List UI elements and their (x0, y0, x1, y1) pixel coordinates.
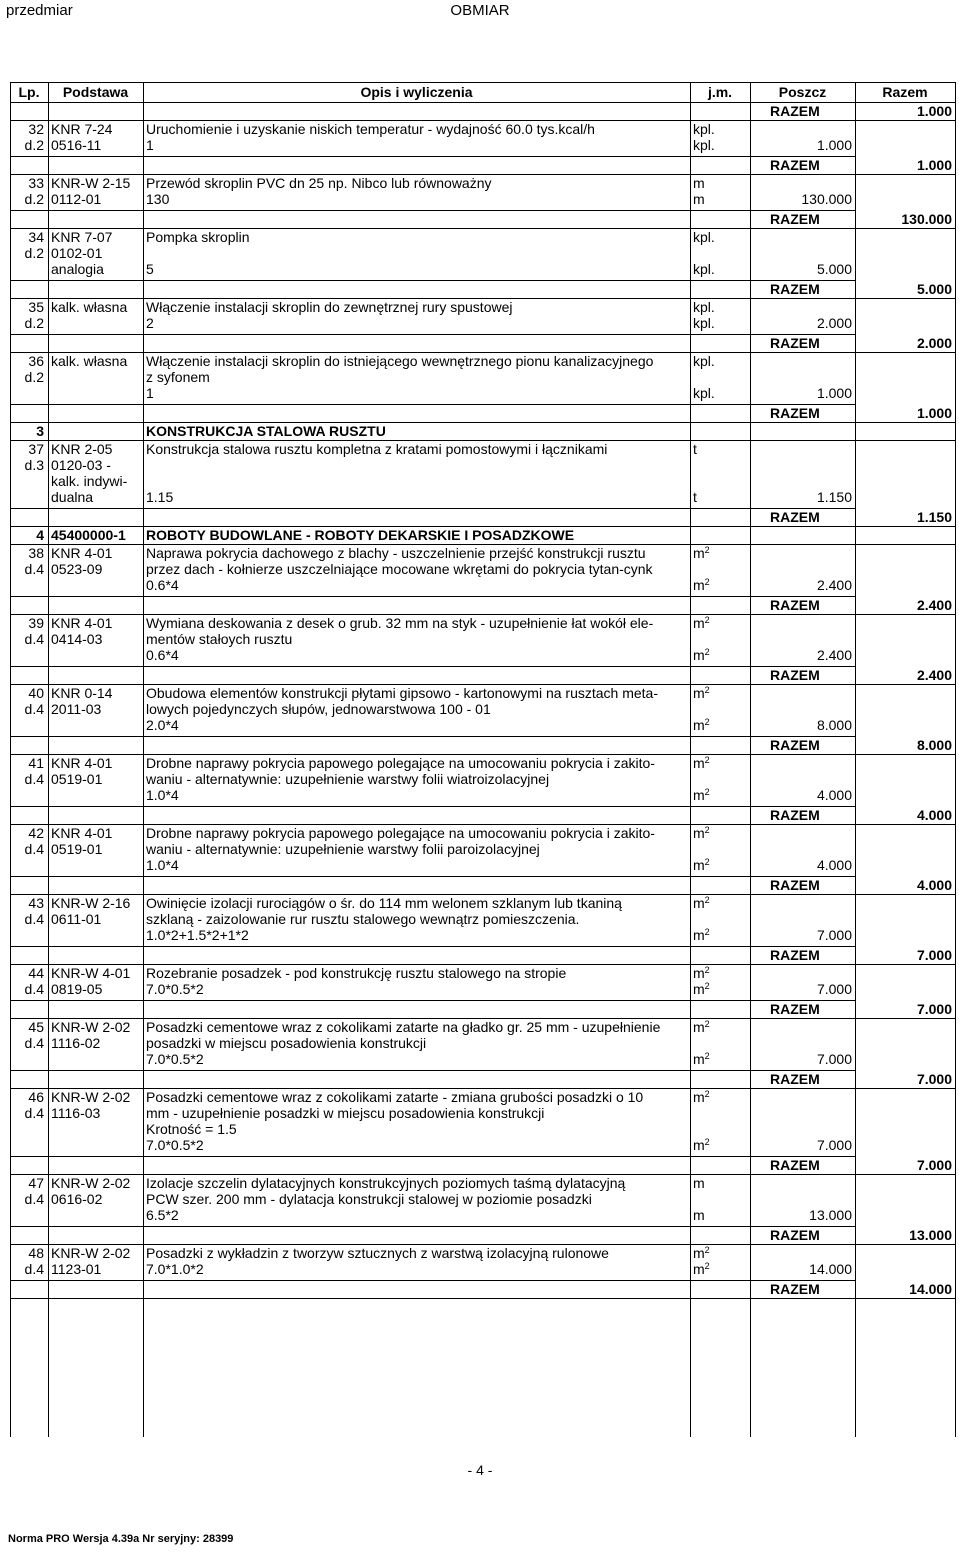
description-line: Rozebranie posadzek - pod konstrukcję rusztu stalowego na stropie (146, 965, 567, 981)
description-line: Posadzki z wykładzin z tworzyw sztucznych z warstwą izolacyjną rulonowe (146, 1245, 609, 1261)
calculation-unit: kpl. (693, 315, 715, 331)
row-number: 43 (28, 895, 44, 911)
calculation-unit: kpl. (693, 261, 715, 277)
poszcz-value: 1.000 (816, 385, 852, 401)
calculation-unit: kpl. (693, 385, 715, 401)
section-number: 4 (36, 527, 44, 543)
razem-value: 5.000 (916, 281, 952, 297)
basis-code: kalk. własna (51, 353, 128, 369)
page-title: OBMIAR (450, 2, 510, 19)
calculation-unit: m (693, 1207, 705, 1223)
unit: t (693, 441, 697, 457)
section-code: 45400000-1 (51, 527, 126, 543)
row-section-code: d.4 (24, 1261, 44, 1277)
razem-label: RAZEM (770, 211, 820, 227)
calculation: 130 (146, 191, 170, 207)
razem-label: RAZEM (770, 807, 820, 823)
description-line: mentów stałoych rusztu (146, 631, 293, 647)
basis-code: 0519-01 (51, 841, 103, 857)
basis-code: KNR-W 2-02 (51, 1089, 131, 1105)
calculation-unit: $m^2$ (693, 717, 710, 733)
row-section-code: d.4 (24, 561, 44, 577)
description-line: Wymiana deskowania z desek o grub. 32 mm na styk - uzupełnienie łat wokół ele- (146, 615, 654, 631)
column-divider (143, 82, 144, 1437)
basis-code: 1116-02 (51, 1035, 101, 1051)
row-divider (10, 946, 855, 947)
section-number: 3 (36, 423, 44, 439)
poszcz-value: 8.000 (816, 717, 852, 733)
basis-code: KNR 7-24 (51, 121, 113, 137)
calculation: 0.6*4 (146, 647, 179, 663)
razem-value: 4.000 (916, 877, 952, 893)
description-line: Drobne naprawy pokrycia papowego polegające na umocowaniu pokrycia i zakito- (146, 755, 655, 771)
unit: m (693, 1175, 705, 1191)
row-number: 48 (28, 1245, 44, 1261)
header-left: przedmiar (6, 2, 73, 19)
row-divider (10, 1000, 855, 1001)
razem-value: 8.000 (916, 737, 952, 753)
row-number: 32 (28, 121, 44, 137)
row-divider (10, 156, 855, 157)
razem-label: RAZEM (770, 1001, 820, 1017)
col-header-unit: j.m. (707, 84, 733, 100)
poszcz-value: 2.000 (816, 315, 852, 331)
calculation-unit: $m^2$ (693, 927, 710, 943)
col-header-basis: Podstawa (62, 84, 129, 100)
unit-superscript: 2 (704, 755, 710, 765)
unit-superscript: 2 (704, 577, 710, 587)
basis-code: 0516-11 (51, 137, 102, 153)
basis-code: KNR-W 2-02 (51, 1175, 131, 1191)
unit-superscript: 2 (704, 647, 710, 657)
calculation: 1 (146, 385, 154, 401)
description-line: Przewód skroplin PVC dn 25 np. Nibco lub równoważny (146, 175, 492, 191)
row-divider (10, 596, 855, 597)
column-divider (750, 82, 751, 1437)
basis-code: kalk. indywi- (51, 473, 128, 489)
row-divider (10, 82, 955, 83)
description-line: przez dach - kołnierze uszczelniające mocowane wkrętami do pokrycia tytan-cynk (146, 561, 653, 577)
row-divider (10, 876, 855, 877)
row-divider (10, 1280, 855, 1281)
basis-code: dualna (51, 489, 94, 505)
razem-label: RAZEM (770, 1281, 820, 1297)
calculation: 7.0*0.5*2 (146, 1137, 204, 1153)
calculation-unit: $m^2$ (693, 1137, 710, 1153)
basis-code: KNR 2-05 (51, 441, 113, 457)
razem-value: 4.000 (916, 807, 952, 823)
description-line: Włączenie instalacji skroplin do zewnętrznej rury spustowej (146, 299, 513, 315)
basis-code: 0414-03 (51, 631, 103, 647)
unit-superscript: 2 (704, 825, 710, 835)
row-divider (10, 1070, 855, 1071)
unit-superscript: 2 (704, 545, 710, 555)
unit: $m^2$ (693, 685, 710, 701)
poszcz-value: 7.000 (816, 1051, 852, 1067)
col-header-lp: Lp. (18, 84, 40, 100)
footer-note: Norma PRO Wersja 4.39a Nr seryjny: 28399 (8, 1533, 234, 1545)
row-number: 35 (28, 299, 44, 315)
description-line: Uruchomienie i uzyskanie niskich temperatur - wydajność 60.0 tys.kcal/h (146, 121, 595, 137)
razem-value: 1.000 (916, 157, 952, 173)
basis-code: KNR 4-01 (51, 755, 113, 771)
razem-label: RAZEM (770, 1227, 820, 1243)
calculation-unit: m (693, 191, 705, 207)
razem-value: 1.000 (916, 405, 952, 421)
description-line: waniu - alternatywnie: uzupełnienie warstwy folii paroizolacyjnej (146, 841, 540, 857)
calculation: 1.0*2+1.5*2+1*2 (146, 927, 249, 943)
unit: $m^2$ (693, 825, 710, 841)
row-section-code: d.2 (24, 137, 44, 153)
unit-superscript: 2 (704, 615, 710, 625)
poszcz-value: 130.000 (801, 191, 852, 207)
unit-superscript: 2 (704, 787, 710, 797)
unit: $m^2$ (693, 545, 710, 561)
basis-code: kalk. własna (51, 299, 128, 315)
razem-value: 130.000 (901, 211, 952, 227)
razem-value: 2.400 (916, 597, 952, 613)
description-line: szklaną - zaizolowanie rur rusztu stalowego wewnątrz pomieszczenia. (146, 911, 580, 927)
section-title: ROBOTY BUDOWLANE - ROBOTY DEKARSKIE I POSADZKOWE (146, 527, 575, 543)
basis-code: KNR-W 2-02 (51, 1245, 131, 1261)
unit-superscript: 2 (704, 1261, 710, 1271)
calculation: 5 (146, 261, 154, 277)
description-line: Włączenie instalacji skroplin do istniejącego wewnętrznego pionu kanalizacyjnego (146, 353, 654, 369)
calculation: 1.0*4 (146, 787, 179, 803)
col-header-poszcz: Poszcz (778, 84, 827, 100)
basis-code: KNR-W 2-16 (51, 895, 131, 911)
poszcz-value: 7.000 (816, 927, 852, 943)
poszcz-value: 2.400 (816, 647, 852, 663)
row-divider (10, 404, 855, 405)
description-line: Posadzki cementowe wraz z cokolikami zatarte - zmiana grubości posadzki o 10 (146, 1089, 644, 1105)
basis-code: 0519-01 (51, 771, 103, 787)
poszcz-value: 7.000 (816, 981, 852, 997)
row-number: 47 (28, 1175, 44, 1191)
description-line: mm - uzupełnienie posadzki w miejscu posadowienia konstrukcji (146, 1105, 545, 1121)
unit: $m^2$ (693, 1019, 710, 1035)
row-divider (10, 1226, 855, 1227)
poszcz-value: 4.000 (816, 857, 852, 873)
unit: $m^2$ (693, 755, 710, 771)
row-section-code: d.2 (24, 315, 44, 331)
description-line: PCW szer. 200 mm - dylatacja konstrukcji stalowej w poziomie posadzki (146, 1191, 592, 1207)
basis-code: 1116-03 (51, 1105, 101, 1121)
poszcz-value: 1.150 (816, 489, 852, 505)
calculation-unit: $m^2$ (693, 787, 710, 803)
razem-label: RAZEM (770, 157, 820, 173)
description-line: posadzki w miejscu posadowienia konstrukcji (146, 1035, 427, 1051)
razem-label: RAZEM (770, 405, 820, 421)
poszcz-value: 14.000 (809, 1261, 852, 1277)
razem-value: 7.000 (916, 1071, 952, 1087)
row-number: 38 (28, 545, 44, 561)
unit-superscript: 2 (704, 1051, 710, 1061)
description-line: z syfonem (146, 369, 210, 385)
razem-label: RAZEM (770, 1071, 820, 1087)
calculation-unit: $m^2$ (693, 1261, 710, 1277)
basis-code: 0112-01 (51, 191, 102, 207)
calculation-unit: kpl. (693, 137, 715, 153)
row-section-code: d.4 (24, 1105, 44, 1121)
row-divider (10, 1156, 855, 1157)
row-divider (10, 508, 855, 509)
razem-label: RAZEM (770, 103, 820, 119)
column-divider (48, 82, 49, 1437)
row-divider (10, 1298, 955, 1299)
basis-code: KNR 0-14 (51, 685, 113, 701)
calculation: 2 (146, 315, 154, 331)
row-number: 44 (28, 965, 44, 981)
razem-value: 7.000 (916, 1157, 952, 1173)
razem-label: RAZEM (770, 281, 820, 297)
unit: kpl. (693, 121, 715, 137)
row-section-code: d.4 (24, 981, 44, 997)
razem-label: RAZEM (770, 1157, 820, 1173)
estimate-table (10, 82, 955, 1437)
row-divider (10, 736, 855, 737)
row-number: 36 (28, 353, 44, 369)
page-number: - 4 - (467, 1462, 493, 1478)
row-section-code: d.4 (24, 771, 44, 787)
row-section-code: d.4 (24, 1035, 44, 1051)
poszcz-value: 5.000 (816, 261, 852, 277)
razem-value: 2.000 (916, 335, 952, 351)
column-divider (955, 82, 956, 1437)
poszcz-value: 2.400 (816, 577, 852, 593)
calculation: 1.15 (146, 489, 174, 505)
unit: $m^2$ (693, 895, 710, 911)
unit-superscript: 2 (704, 981, 710, 991)
row-number: 42 (28, 825, 44, 841)
unit: $m^2$ (693, 1089, 710, 1105)
row-section-code: d.3 (24, 457, 44, 473)
description-line: Pompka skroplin (146, 229, 250, 245)
calculation-unit: $m^2$ (693, 577, 710, 593)
calculation-unit: $m^2$ (693, 647, 710, 663)
unit-superscript: 2 (704, 927, 710, 937)
basis-code: 0102-01 (51, 245, 103, 261)
basis-code: 0819-05 (51, 981, 103, 997)
basis-code: KNR 4-01 (51, 825, 113, 841)
unit: kpl. (693, 299, 715, 315)
unit-superscript: 2 (704, 685, 710, 695)
unit-superscript: 2 (704, 895, 710, 905)
section-title: KONSTRUKCJA STALOWA RUSZTU (146, 423, 386, 439)
razem-value: 7.000 (916, 947, 952, 963)
razem-total: 1.000 (916, 103, 952, 119)
description-line: waniu - alternatywnie: uzupełnienie warstwy folii wiatroizolacyjnej (146, 771, 550, 787)
calculation: 7.0*1.0*2 (146, 1261, 204, 1277)
row-divider (10, 280, 855, 281)
col-header-desc: Opis i wyliczenia (360, 84, 473, 100)
razem-value: 13.000 (909, 1227, 952, 1243)
description-line: Krotność = 1.5 (146, 1121, 237, 1137)
row-number: 40 (28, 685, 44, 701)
description-line: Izolacje szczelin dylatacyjnych konstrukcyjnych poziomych taśmą dylatacyjną (146, 1175, 626, 1191)
column-divider (690, 82, 691, 1437)
row-section-code: d.2 (24, 369, 44, 385)
basis-code: 0120-03 - (51, 457, 111, 473)
row-section-code: d.4 (24, 841, 44, 857)
unit: kpl. (693, 353, 715, 369)
description-line: lowych pojedynczych słupów, jednowarstwowa 100 - 01 (146, 701, 491, 717)
poszcz-value: 1.000 (816, 137, 852, 153)
unit-superscript: 2 (704, 857, 710, 867)
row-section-code: d.2 (24, 245, 44, 261)
description-line: Konstrukcja stalowa rusztu kompletna z kratami pomostowymi i łącznikami (146, 441, 608, 457)
row-section-code: d.4 (24, 631, 44, 647)
poszcz-value: 13.000 (809, 1207, 852, 1223)
description-line: Obudowa elementów konstrukcji płytami gipsowo - kartonowymi na rusztach meta- (146, 685, 658, 701)
calculation-unit: t (693, 489, 697, 505)
calculation: 1 (146, 137, 154, 153)
row-section-code: d.4 (24, 701, 44, 717)
basis-code: 0611-01 (51, 911, 102, 927)
description-line: Owinięcie izolacji rurociągów o śr. do 114 mm welonem szklanym lub tkaniną (146, 895, 622, 911)
razem-label: RAZEM (770, 509, 820, 525)
row-section-code: d.4 (24, 1191, 44, 1207)
calculation-unit: $m^2$ (693, 857, 710, 873)
row-divider (10, 806, 855, 807)
calculation-unit: $m^2$ (693, 1051, 710, 1067)
razem-label: RAZEM (770, 737, 820, 753)
row-section-code: d.2 (24, 191, 44, 207)
basis-code: KNR-W 2-15 (51, 175, 131, 191)
razem-label: RAZEM (770, 335, 820, 351)
razem-label: RAZEM (770, 877, 820, 893)
unit-superscript: 2 (704, 1019, 710, 1029)
row-divider (10, 210, 855, 211)
basis-code: KNR 4-01 (51, 545, 113, 561)
razem-value: 14.000 (909, 1281, 952, 1297)
basis-code: KNR-W 2-02 (51, 1019, 131, 1035)
row-divider (10, 334, 855, 335)
description-line: Naprawa pokrycia dachowego z blachy - uszczelnienie przejść konstrukcji rusztu (146, 545, 646, 561)
basis-code: KNR 4-01 (51, 615, 113, 631)
row-number: 45 (28, 1019, 44, 1035)
basis-code: 2011-03 (51, 701, 102, 717)
razem-value: 7.000 (916, 1001, 952, 1017)
calculation: 7.0*0.5*2 (146, 1051, 204, 1067)
calculation: 7.0*0.5*2 (146, 981, 204, 997)
unit-superscript: 2 (704, 1137, 710, 1147)
calculation: 0.6*4 (146, 577, 179, 593)
basis-code: 0523-09 (51, 561, 103, 577)
description-line: Posadzki cementowe wraz z cokolikami zatarte na gładko gr. 25 mm - uzupełnienie (146, 1019, 661, 1035)
row-number: 46 (28, 1089, 44, 1105)
description-line: Drobne naprawy pokrycia papowego polegające na umocowaniu pokrycia i zakito- (146, 825, 655, 841)
razem-label: RAZEM (770, 667, 820, 683)
razem-value: 2.400 (916, 667, 952, 683)
row-number: 39 (28, 615, 44, 631)
calculation-unit: $m^2$ (693, 981, 710, 997)
row-divider (10, 666, 855, 667)
row-number: 41 (28, 755, 44, 771)
poszcz-value: 4.000 (816, 787, 852, 803)
unit: $m^2$ (693, 965, 710, 981)
razem-label: RAZEM (770, 597, 820, 613)
row-number: 37 (28, 441, 44, 457)
unit: $m^2$ (693, 1245, 710, 1261)
basis-code: analogia (51, 261, 104, 277)
razem-label: RAZEM (770, 947, 820, 963)
basis-code: KNR 7-07 (51, 229, 113, 245)
row-section-code: d.4 (24, 911, 44, 927)
basis-code: 1123-01 (51, 1261, 102, 1277)
unit-superscript: 2 (704, 965, 710, 975)
basis-code: KNR-W 4-01 (51, 965, 131, 981)
row-number: 33 (28, 175, 44, 191)
unit-superscript: 2 (704, 1089, 710, 1099)
calculation: 2.0*4 (146, 717, 179, 733)
unit: kpl. (693, 229, 715, 245)
calculation: 1.0*4 (146, 857, 179, 873)
unit-superscript: 2 (704, 717, 710, 727)
col-header-razem: Razem (882, 84, 928, 100)
razem-value: 1.150 (916, 509, 952, 525)
calculation: 6.5*2 (146, 1207, 179, 1223)
unit-superscript: 2 (704, 1245, 710, 1255)
poszcz-value: 7.000 (816, 1137, 852, 1153)
unit: $m^2$ (693, 615, 710, 631)
row-number: 34 (28, 229, 44, 245)
basis-code: 0616-02 (51, 1191, 103, 1207)
unit: m (693, 175, 705, 191)
